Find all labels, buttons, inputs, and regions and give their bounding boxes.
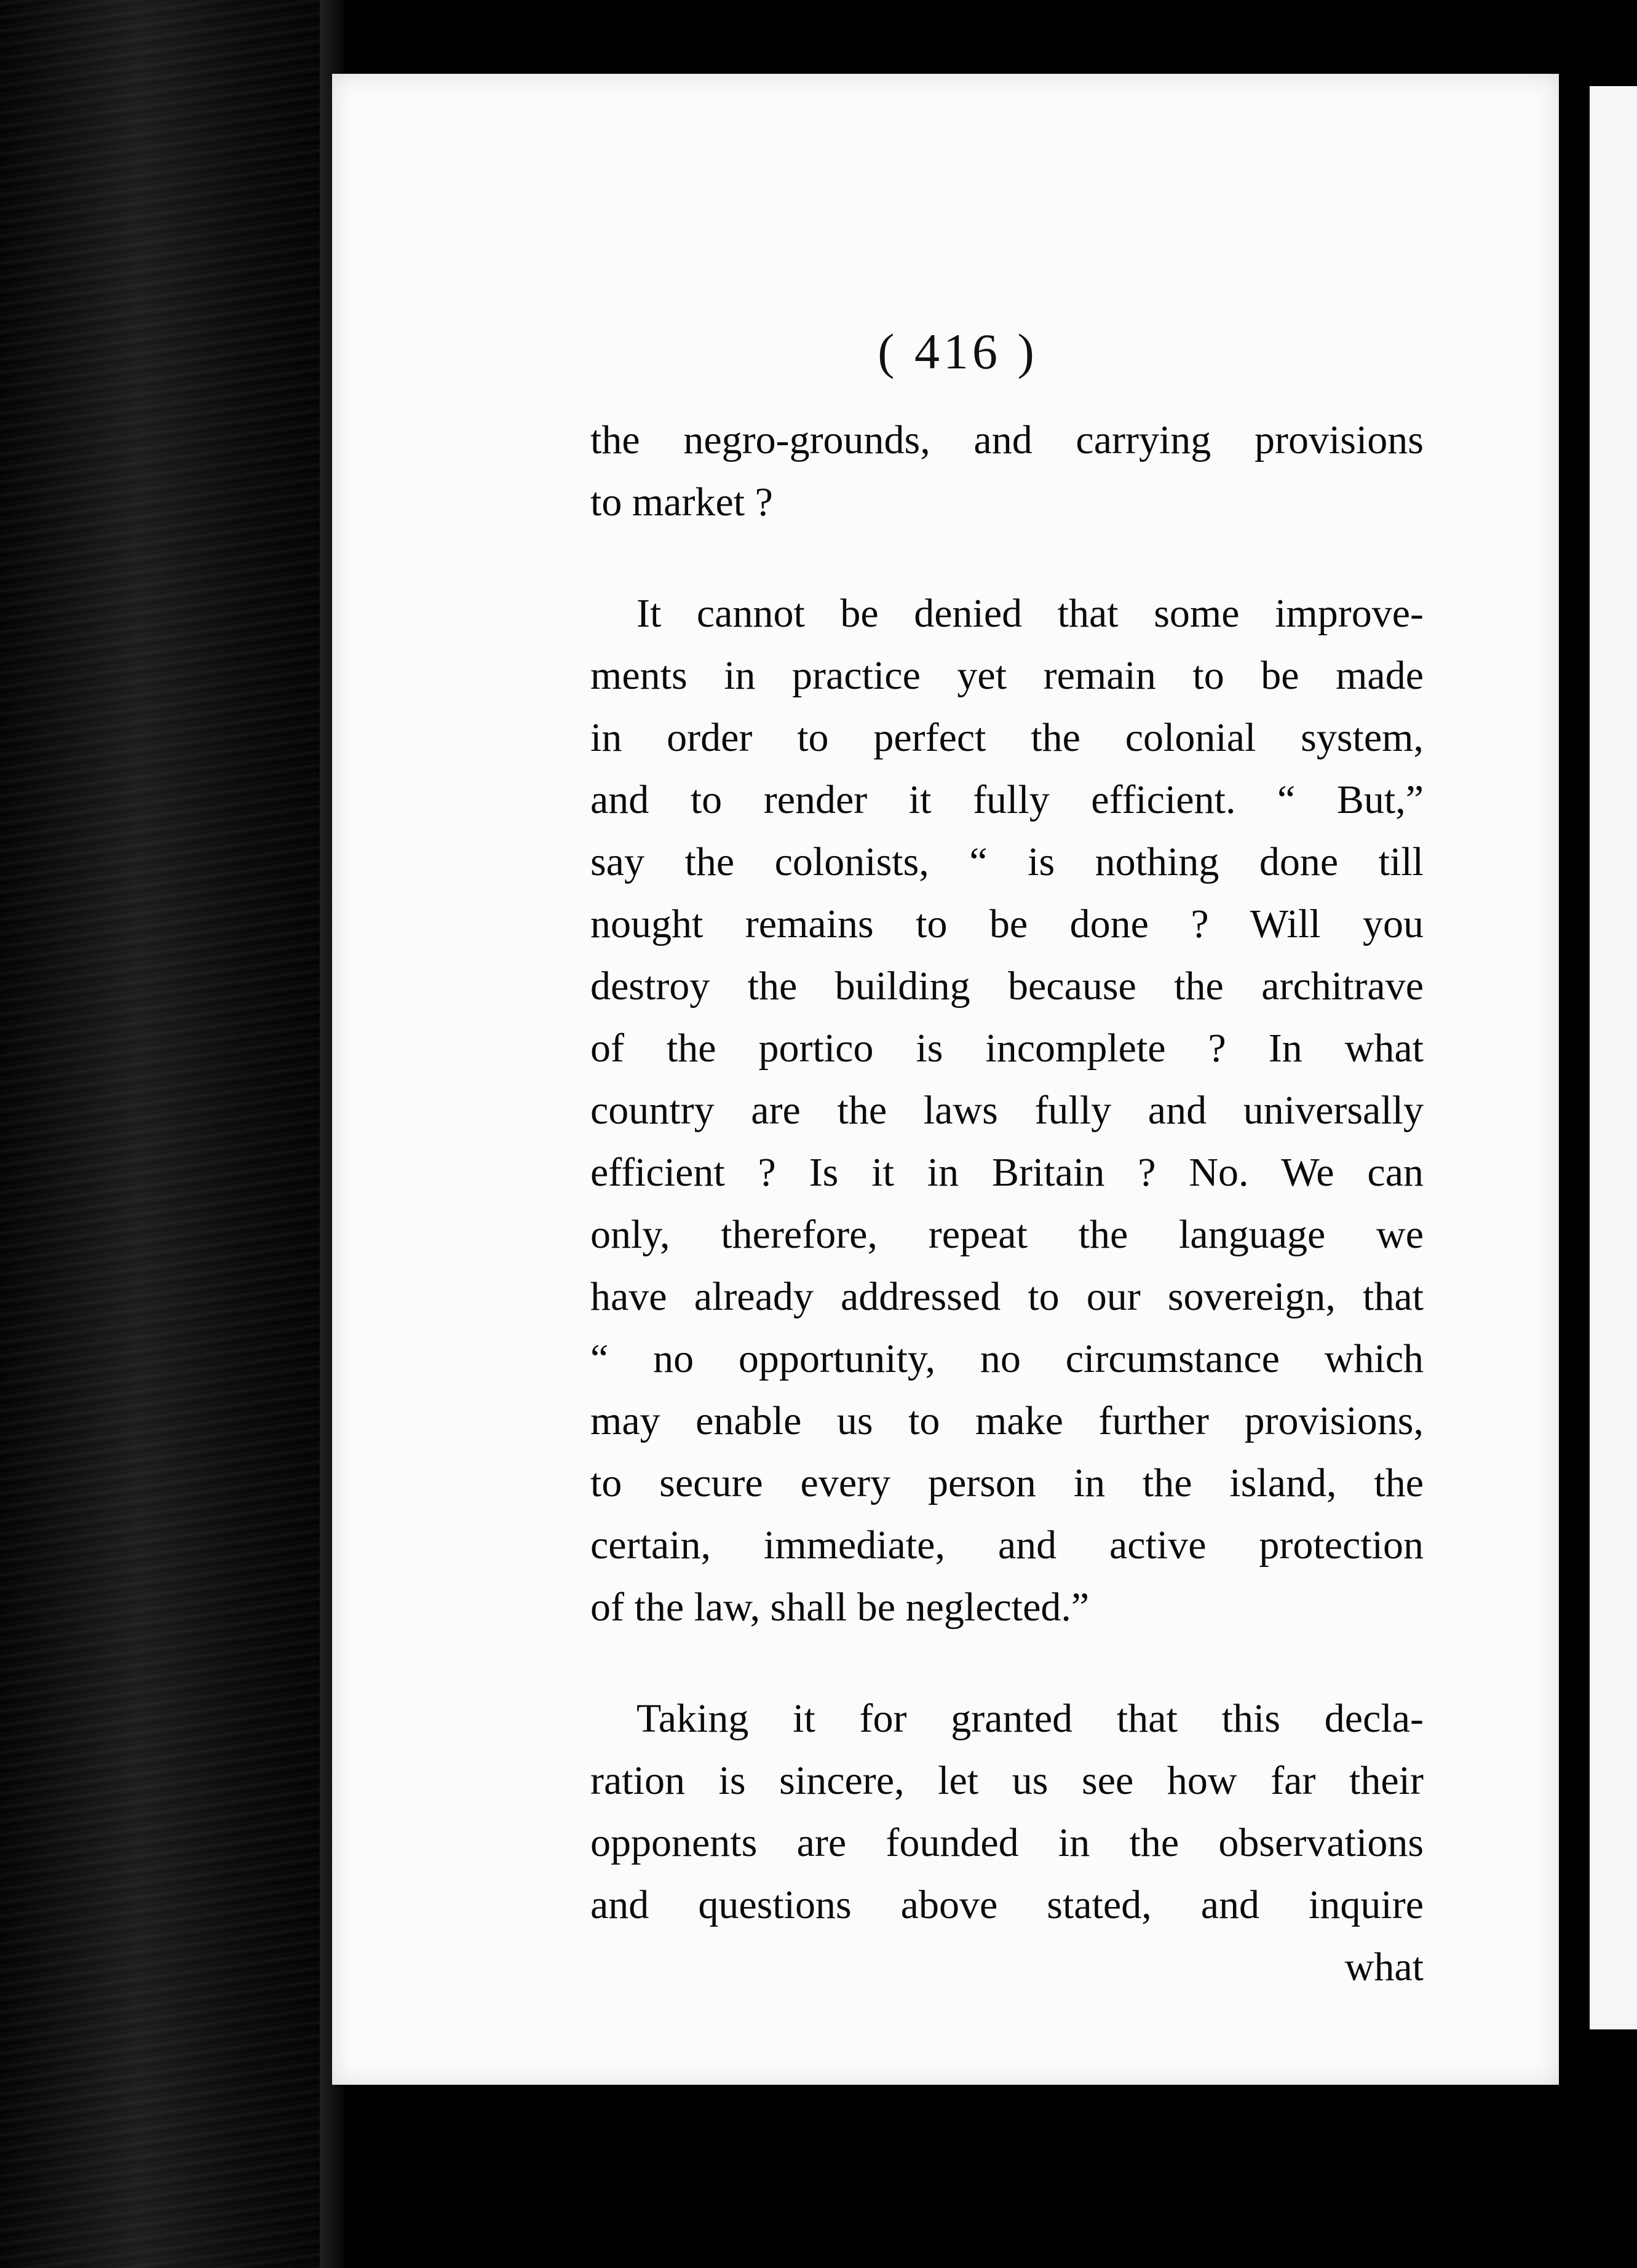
- text-line: to secure every person in the island, the: [590, 1461, 1424, 1505]
- book-spine: [0, 0, 344, 2268]
- text-line: ments in practice yet remain to be made: [590, 653, 1424, 698]
- text-line: only, therefore, repeat the language we: [590, 1212, 1424, 1257]
- text-line: certain, immediate, and active protection: [590, 1523, 1424, 1568]
- text-line: destroy the building because the architrave: [590, 964, 1424, 1009]
- page-body: [590, 409, 1424, 1998]
- paragraph-3: [590, 1687, 1424, 1936]
- paragraph-2: [590, 582, 1424, 1638]
- text-line: say the colonists, “ is nothing done till: [590, 839, 1424, 884]
- text-line: Taking it for granted that this decla-: [636, 1696, 1424, 1741]
- text-line: country are the laws fully and universally: [590, 1088, 1424, 1133]
- text-line: nought remains to be done ? Will you: [590, 902, 1424, 946]
- text-line: may enable us to make further provisions,: [590, 1398, 1424, 1443]
- text-line: and to render it fully efficient. “ But,”: [590, 777, 1424, 822]
- text-line: have already addressed to our sovereign, that: [590, 1274, 1424, 1319]
- next-page-edge: [1590, 86, 1637, 2029]
- text-line: It cannot be denied that some improve-: [636, 591, 1424, 636]
- text-line: ration is sincere, let us see how far their: [590, 1758, 1424, 1803]
- text-line: opponents are founded in the observations: [590, 1820, 1424, 1865]
- book-page: [332, 74, 1559, 2085]
- text-line: of the portico is incomplete ? In what: [590, 1026, 1424, 1071]
- catchword: what: [1344, 1945, 1424, 1989]
- text-line: in order to perfect the colonial system,: [590, 715, 1424, 760]
- text-line: the negro-grounds, and carrying provisions: [590, 418, 1424, 462]
- paragraph-1: [590, 409, 1424, 533]
- text-line: efficient ? Is it in Britain ? No. We can: [590, 1150, 1424, 1195]
- text-line: “ no opportunity, no circumstance which: [590, 1336, 1424, 1381]
- text-line: and questions above stated, and inquire: [590, 1882, 1424, 1927]
- text-line: to market ?: [590, 480, 773, 525]
- text-line: of the law, shall be neglected.”: [590, 1585, 1090, 1630]
- page-number: ( 416 ): [878, 323, 1038, 379]
